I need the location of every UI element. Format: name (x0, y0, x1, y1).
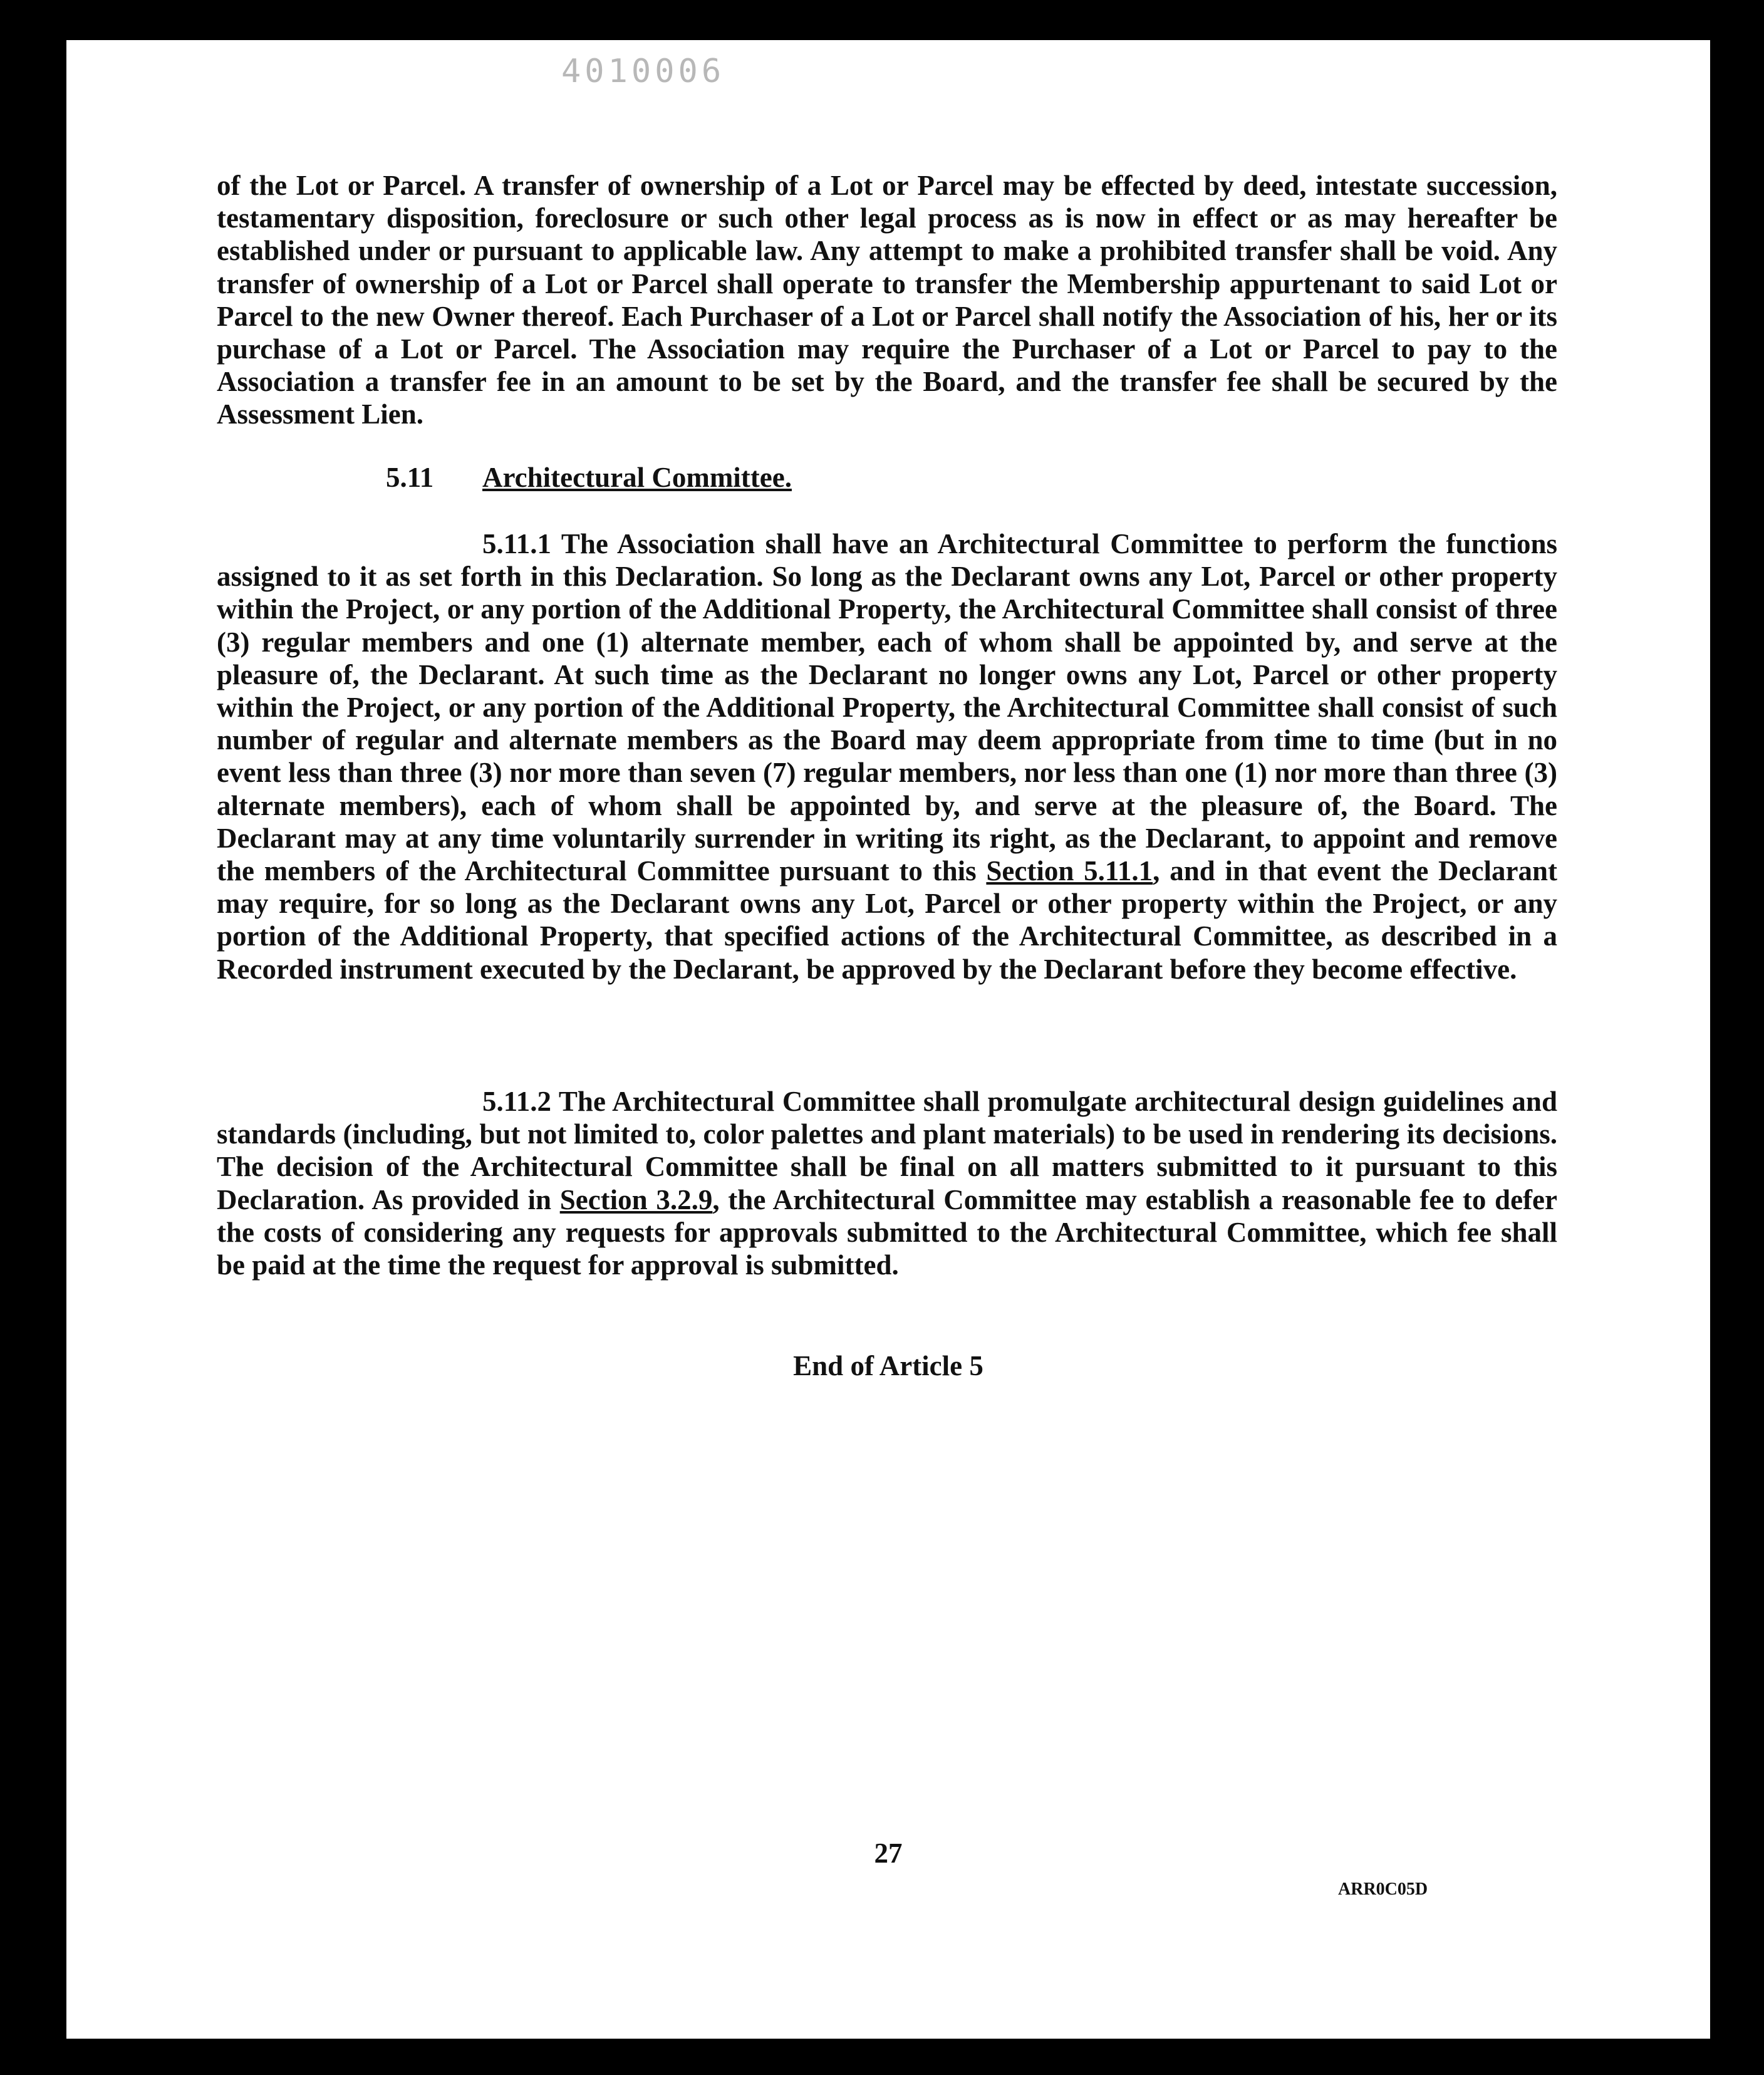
paragraph-5-11-1-text-a: 5.11.1 The Association shall have an Architectural Committee to perform the functions assigned to it as set forth in this Declaration. So long as the Declarant owns any Lot, Parcel or other property within the Project, or any portion of the Additional Property, the Architectural Committee shall consist of three (3) regular members and one (1) alternate member, each of whom shall be appointed by, and serve at the pleasure of, the Declarant. At such time as the Declarant no longer owns any Lot, Parcel or other property within the Project, or any portion of the Additional Property, the Architectural Committee shall consist of such number of regular and alternate members as the Board may deem appropriate from time to time (but in no event less than three (3) nor more than seven (7) regular members, nor less than one (1) nor more than three (3) alternate members), each of whom shall be appointed by, and serve at the pleasure of, the Board. The Declarant may at any time voluntarily surrender in writing its right, as the Declarant, to appoint and remove the members of the Architectural Committee pursuant to this (217, 528, 1557, 887)
paragraph-5-11-2-text-b: , the Architectural Committee may establish a reasonable fee to defer the costs of considering any requests for approvals submitted to the Architectural Committee, which fee shall be paid at the time the request for approval is submitted. (217, 1183, 1557, 1281)
section-reference-3-2-9: Section 3.2.9 (559, 1183, 713, 1215)
paragraph-5-11-2 (217, 1085, 1557, 1281)
document-id: ARR0C05D (1338, 1880, 1428, 1899)
document-page (66, 40, 1710, 2039)
section-reference-5-11-1: Section 5.11.1 (986, 855, 1153, 887)
section-number: 5.11 (386, 462, 434, 493)
section-title: Architectural Committee. (482, 462, 792, 493)
stamp-number: 4010006 (561, 53, 725, 90)
paragraph-5-11-2-text-a: 5.11.2 The Architectural Committee shall promulgate architectural design guidelines and standards (including, but not limited to, color palettes and plant materials) to be used in rendering its decisions. The decision of the Architectural Committee shall be final on all matters submitted to it pursuant to this Declaration. As provided in (217, 1086, 1557, 1215)
section-heading-5-11 (386, 461, 792, 494)
end-of-article: End of Article 5 (793, 1350, 983, 1381)
paragraph-5-11-1 (217, 528, 1557, 985)
paragraph-5-11-1-text-b: , and in that event the Declarant may require, for so long as the Declarant owns any Lot, Parcel or other property within the Project, or any portion of the Additional Property, that specified actions of the Architectural Committee, as described in a Recorded instrument executed by the Declarant, be approved by the Declarant before they become effective. (217, 855, 1557, 985)
paragraph-transfer: of the Lot or Parcel. A transfer of ownership of a Lot or Parcel may be effected by deed, intestate succession, testamentary disposition, foreclosure or such other legal process as is now in effect or as may hereafter be established under or pursuant to applicable law. Any attempt to make a prohibited transfer shall be void. Any transfer of ownership of a Lot or Parcel shall operate to transfer the Membership appurtenant to said Lot or Parcel to the new Owner thereof. Each Purchaser of a Lot or Parcel shall notify the Association of his, her or its purchase of a Lot or Parcel. The Association may require the Purchaser of a Lot or Parcel to pay to the Association a transfer fee in an amount to be set by the Board, and the transfer fee shall be secured by the Assessment Lien. (217, 170, 1557, 430)
page-number: 27 (874, 1838, 903, 1869)
